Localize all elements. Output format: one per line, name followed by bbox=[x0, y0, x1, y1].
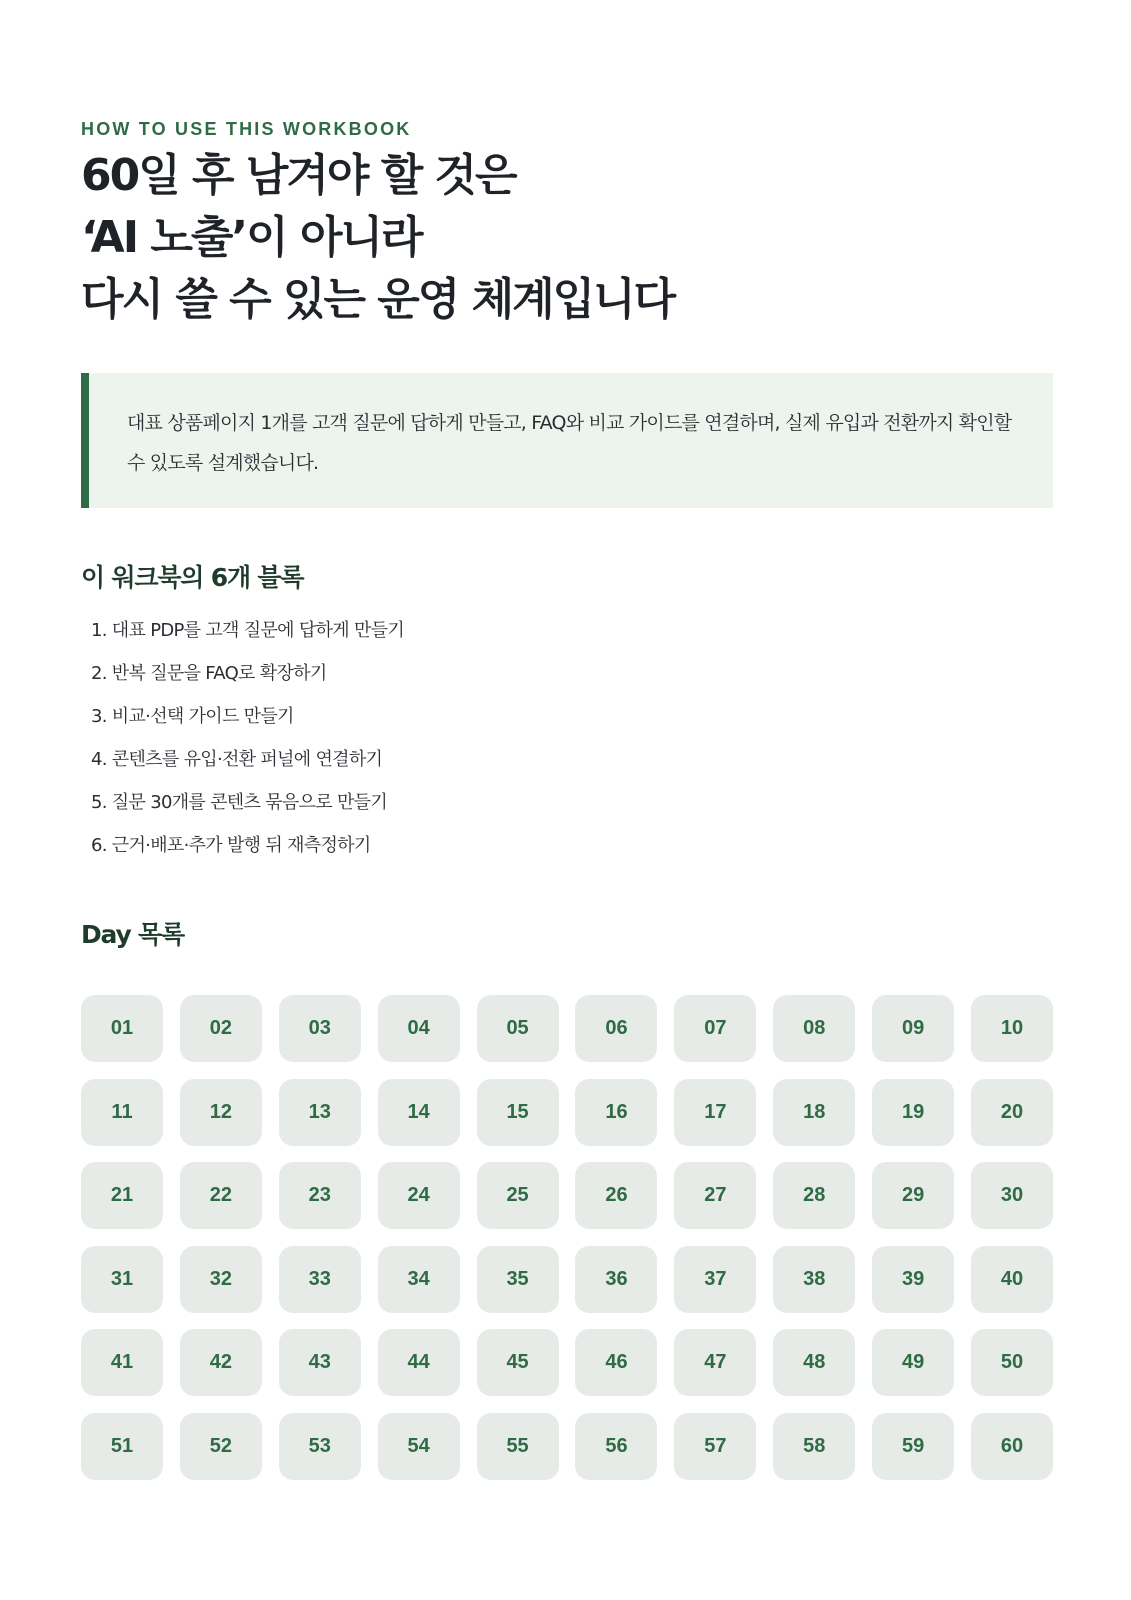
day-chip-38[interactable]: 38 bbox=[773, 1246, 855, 1313]
day-chip-21[interactable]: 21 bbox=[81, 1162, 163, 1229]
day-chip-45[interactable]: 45 bbox=[477, 1329, 559, 1396]
block-list-item: 4. 콘텐츠를 유입·전환 퍼널에 연결하기 bbox=[91, 749, 383, 770]
day-chip-12[interactable]: 12 bbox=[180, 1079, 262, 1146]
day-chip-24[interactable]: 24 bbox=[378, 1162, 460, 1229]
day-chip-32[interactable]: 32 bbox=[180, 1246, 262, 1313]
day-chip-55[interactable]: 55 bbox=[477, 1413, 559, 1480]
day-chip-59[interactable]: 59 bbox=[872, 1413, 954, 1480]
day-chip-40[interactable]: 40 bbox=[971, 1246, 1053, 1313]
day-chip-10[interactable]: 10 bbox=[971, 995, 1053, 1062]
page-title bbox=[81, 145, 674, 331]
day-chip-03[interactable]: 03 bbox=[279, 995, 361, 1062]
day-chip-35[interactable]: 35 bbox=[477, 1246, 559, 1313]
day-chip-07[interactable]: 07 bbox=[674, 995, 756, 1062]
day-chip-08[interactable]: 08 bbox=[773, 995, 855, 1062]
day-chip-31[interactable]: 31 bbox=[81, 1246, 163, 1313]
day-chip-18[interactable]: 18 bbox=[773, 1079, 855, 1146]
day-chip-09[interactable]: 09 bbox=[872, 995, 954, 1062]
page-title-line: 60일 후 남겨야 할 것은 bbox=[81, 150, 516, 201]
day-chip-51[interactable]: 51 bbox=[81, 1413, 163, 1480]
day-chip-22[interactable]: 22 bbox=[180, 1162, 262, 1229]
day-chip-44[interactable]: 44 bbox=[378, 1329, 460, 1396]
day-chip-46[interactable]: 46 bbox=[575, 1329, 657, 1396]
eyebrow-label: HOW TO USE THIS WORKBOOK bbox=[81, 119, 412, 139]
day-chip-37[interactable]: 37 bbox=[674, 1246, 756, 1313]
day-chip-06[interactable]: 06 bbox=[575, 995, 657, 1062]
day-chip-29[interactable]: 29 bbox=[872, 1162, 954, 1229]
day-chip-27[interactable]: 27 bbox=[674, 1162, 756, 1229]
day-chip-15[interactable]: 15 bbox=[477, 1079, 559, 1146]
block-list-item: 3. 비교·선택 가이드 만들기 bbox=[91, 706, 294, 727]
day-chip-11[interactable]: 11 bbox=[81, 1079, 163, 1146]
day-chip-47[interactable]: 47 bbox=[674, 1329, 756, 1396]
day-chip-23[interactable]: 23 bbox=[279, 1162, 361, 1229]
day-chip-56[interactable]: 56 bbox=[575, 1413, 657, 1480]
day-chip-39[interactable]: 39 bbox=[872, 1246, 954, 1313]
day-chip-53[interactable]: 53 bbox=[279, 1413, 361, 1480]
day-chip-13[interactable]: 13 bbox=[279, 1079, 361, 1146]
block-list-item: 5. 질문 30개를 콘텐츠 묶음으로 만들기 bbox=[91, 792, 388, 813]
day-chip-20[interactable]: 20 bbox=[971, 1079, 1053, 1146]
day-chip-26[interactable]: 26 bbox=[575, 1162, 657, 1229]
day-chip-54[interactable]: 54 bbox=[378, 1413, 460, 1480]
day-chip-28[interactable]: 28 bbox=[773, 1162, 855, 1229]
day-chip-48[interactable]: 48 bbox=[773, 1329, 855, 1396]
day-chip-25[interactable]: 25 bbox=[477, 1162, 559, 1229]
blocks-section-title: 이 워크북의 6개 블록 bbox=[81, 563, 304, 592]
day-chip-49[interactable]: 49 bbox=[872, 1329, 954, 1396]
day-chip-34[interactable]: 34 bbox=[378, 1246, 460, 1313]
page-title-line: 다시 쓸 수 있는 운영 체계입니다 bbox=[81, 274, 675, 325]
page-title-line: ‘AI 노출’이 아니라 bbox=[81, 212, 422, 263]
day-chip-58[interactable]: 58 bbox=[773, 1413, 855, 1480]
day-chip-04[interactable]: 04 bbox=[378, 995, 460, 1062]
day-chip-02[interactable]: 02 bbox=[180, 995, 262, 1062]
day-chip-57[interactable]: 57 bbox=[674, 1413, 756, 1480]
day-chip-05[interactable]: 05 bbox=[477, 995, 559, 1062]
day-chip-01[interactable]: 01 bbox=[81, 995, 163, 1062]
day-chip-16[interactable]: 16 bbox=[575, 1079, 657, 1146]
day-chip-17[interactable]: 17 bbox=[674, 1079, 756, 1146]
block-list-item: 6. 근거·배포·추가 발행 뒤 재측정하기 bbox=[91, 835, 371, 856]
day-chip-36[interactable]: 36 bbox=[575, 1246, 657, 1313]
day-chip-50[interactable]: 50 bbox=[971, 1329, 1053, 1396]
day-chip-30[interactable]: 30 bbox=[971, 1162, 1053, 1229]
day-chip-43[interactable]: 43 bbox=[279, 1329, 361, 1396]
day-chip-14[interactable]: 14 bbox=[378, 1079, 460, 1146]
day-grid bbox=[81, 995, 1053, 1480]
day-chip-60[interactable]: 60 bbox=[971, 1413, 1053, 1480]
day-chip-19[interactable]: 19 bbox=[872, 1079, 954, 1146]
day-chip-52[interactable]: 52 bbox=[180, 1413, 262, 1480]
block-list-item: 1. 대표 PDP를 고객 질문에 답하게 만들기 bbox=[91, 620, 405, 641]
day-section-title: Day 목록 bbox=[81, 920, 184, 949]
day-chip-41[interactable]: 41 bbox=[81, 1329, 163, 1396]
block-list bbox=[91, 609, 404, 867]
block-list-item: 2. 반복 질문을 FAQ로 확장하기 bbox=[91, 663, 327, 684]
day-chip-33[interactable]: 33 bbox=[279, 1246, 361, 1313]
intro-callout-text: 대표 상품페이지 1개를 고객 질문에 답하게 만들고, FAQ와 비교 가이드를 연결하며, 실제 유입과 전환까지 확인할 수 있도록 설계했습니다. bbox=[127, 412, 1012, 474]
day-chip-42[interactable]: 42 bbox=[180, 1329, 262, 1396]
intro-callout bbox=[81, 373, 1053, 508]
